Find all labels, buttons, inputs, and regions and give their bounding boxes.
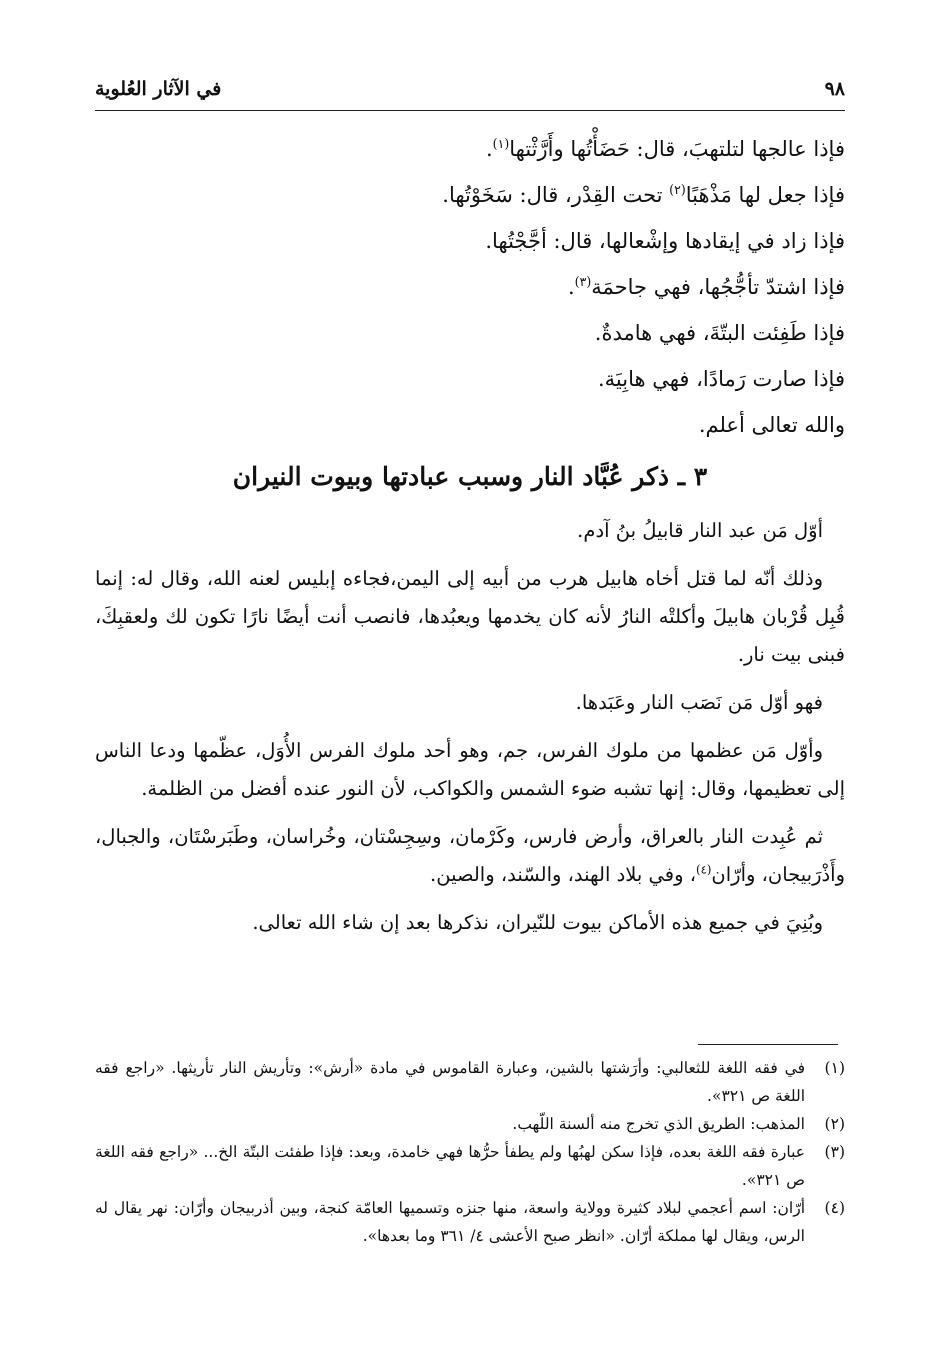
footnote-number: (٢) (824, 1115, 845, 1133)
paragraph: فهو أوّل مَن نَصَب النار وعَبَدها. (575, 691, 823, 714)
footnote (95, 1194, 845, 1250)
paragraph: وبُنِيَ في جميع هذه الأماكن بيوت للنّيران، نذكرها بعد إن شاء الله تعالى. (252, 911, 823, 934)
footnote (95, 1138, 845, 1194)
section-heading: ٣ ـ ذكر عُبَّاد النار وسبب عبادتها وبيوت النيران (232, 462, 708, 491)
footnote-marker: (٢) (669, 182, 686, 197)
footnote (95, 1110, 845, 1138)
verse-line: فإذا اشتدّ تأجُّجُها، فهي جاحمَة$^{(٣)}$. (567, 274, 845, 299)
footnote-number: (٤) (824, 1199, 845, 1217)
footnote-marker: (١) (492, 136, 510, 151)
footnote-text: عبارة فقه اللغة بعده، فإذا سكن لهبُها ولم يطفأ حرُّها فهي خامدة، وبعد: فإذا طفئت البتّة الخ... «راجع فقه اللغة ص ٣٢١». (95, 1143, 805, 1189)
page-number: ٩٨ (824, 78, 845, 100)
verse-line: فإذا طَفِئت البتّةَ، فهي هامدةٌ. (594, 321, 845, 345)
footnote-text: المذهب: الطريق الذي تخرج منه ألسنة اللّهب. (512, 1115, 805, 1133)
fire-stages-list (85, 126, 845, 448)
footnote (95, 1054, 845, 1110)
verse-line: فإذا صارت رَمادًا، فهي هابِيَة. (597, 367, 845, 391)
verse-line: والله تعالى أعلم. (698, 413, 845, 437)
verse-line: فإذا جعل لها مَذْهَبًا$^{(٢)}$ تحت القِدْر، قال: سَخَوْتُها. (442, 182, 845, 207)
footnote-marker: (٤) (696, 862, 712, 877)
footnote-marker: (٣) (574, 274, 592, 289)
page-header (95, 72, 845, 106)
verse-line: فإذا عالجها لتلتهبَ، قال: حَضَأْتُها وأَرَّثْتها$^{(١)}$. (485, 136, 845, 161)
paragraph: وذلك أنّه لما قتل أخاه هابيل هرب من أبيه إلى اليمن،فجاءه إبليس لعنه الله، وقال له: إنما قُبِل قُرْبان هابيلَ وأكلتْه النارُ لأنه كان يخدمها ويعبُدها، فانصب أنت أيضًا نارًا تكون لك ولعقبِكَ، فبنى بيت نار. (95, 567, 845, 666)
footnote-number: (١) (824, 1059, 845, 1077)
paragraph: أوّل مَن عبد النار قابيلُ بنُ آدم. (577, 519, 823, 542)
header-divider (95, 110, 845, 111)
footnote-text: أرّان: اسم أعجمي لبلاد كثيرة وولاية واسعة، منها جنزه وتسميها العامّة كنجة، وبين أذربيجان وأرّان: نهر يقال له الرس، ويقال لها مملكة أرّان. «انظر صبح الأعشى ٤/ ٣٦١ وما بعدها». (95, 1199, 805, 1245)
paragraph: وأوّل مَن عظمها من ملوك الفرس، جم، وهو أحد ملوك الفرس الأُوَل، عظّمها ودعا الناس إلى تعظيمها، وقال: إنها تشبه ضوء الشمس والكواكب، لأن النور عنده أفضل من الظلمة. (95, 739, 845, 800)
footnote-text: في فقه اللغة للثعالبي: وأرَشتها بالشين، وعبارة القاموس في مادة «أرش»: وتأريش النار تأريثها. «راجع فقه اللغة ص ٣٢١». (95, 1059, 805, 1105)
running-title: في الآثار العُلوية (95, 78, 222, 100)
verse-line: فإذا زاد في إيقادها وإشْعالها، قال: أجَّجْتُها. (485, 229, 845, 253)
paragraph: ثم عُبِدت النار بالعراق، وأرض فارس، وكَرْمان، وسِجِسْتان، وخُراسان، وطَبَرسْتَان، والجبال، وأَذْرَبيجان، وأرّان$^{(٤)}$، وفي بلاد الهند، والسّند، والصين. (95, 825, 845, 886)
footnotes (95, 1054, 845, 1250)
body-text (95, 512, 845, 952)
footnote-number: (٣) (824, 1143, 845, 1161)
footnote-divider (698, 1044, 838, 1045)
